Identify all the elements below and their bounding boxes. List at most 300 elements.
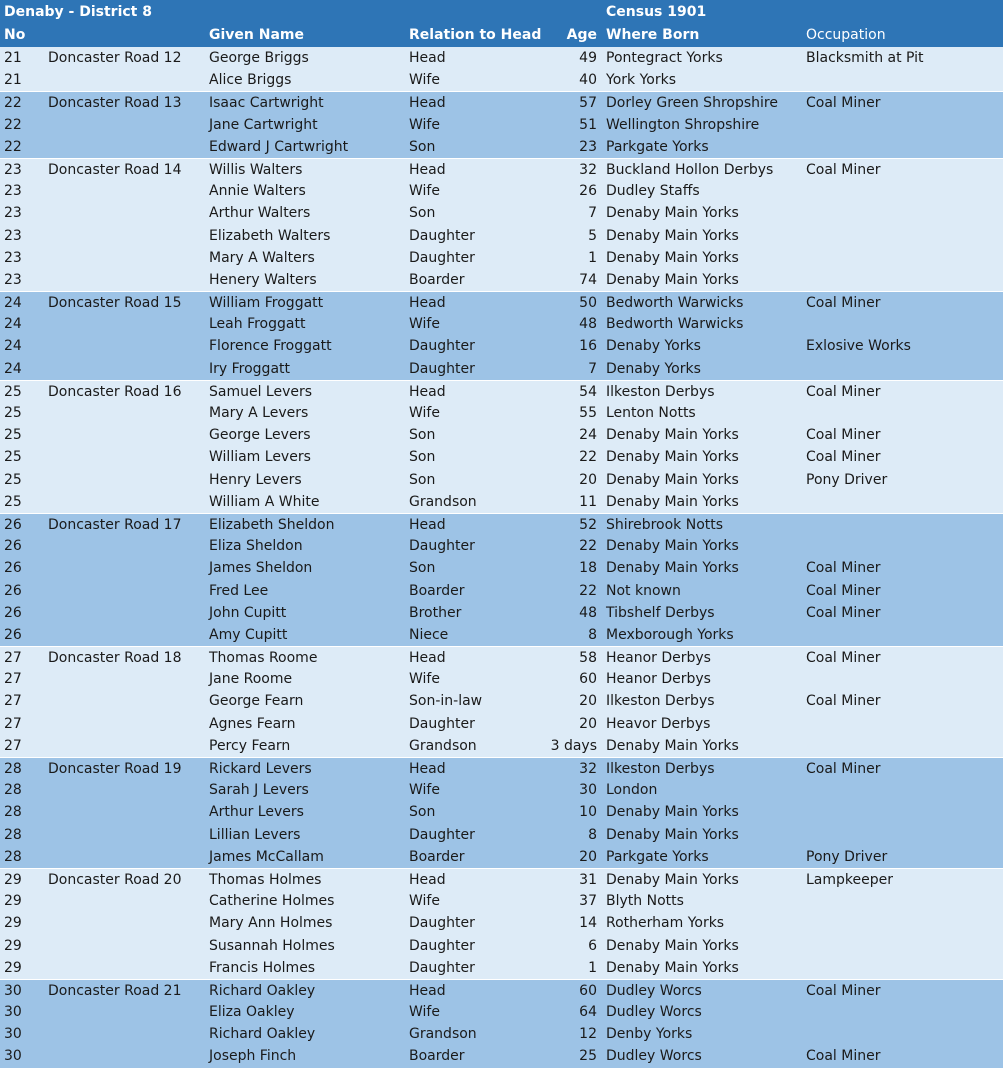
table-row <box>0 757 1003 779</box>
cell-no: 23 <box>4 161 22 178</box>
table-row <box>0 291 1003 313</box>
table-row <box>0 269 1003 291</box>
cell-no: 25 <box>4 405 22 421</box>
cell-age: 6 <box>588 937 597 954</box>
table-row <box>0 890 1003 912</box>
cell-occupation: Exlosive Works <box>806 338 911 355</box>
cell-no: 29 <box>4 959 22 976</box>
table-row <box>0 136 1003 158</box>
column-header-row <box>0 24 1003 47</box>
cell-no: 27 <box>4 650 22 667</box>
cell-age: 26 <box>579 183 597 200</box>
table-row <box>0 114 1003 136</box>
cell-no: 25 <box>4 427 22 444</box>
cell-occupation: Pony Driver <box>806 471 888 488</box>
cell-age: 7 <box>588 205 597 222</box>
table-row <box>0 402 1003 424</box>
cell-age: 1 <box>588 249 597 266</box>
cell-given-name: Agnes Fearn <box>209 715 296 732</box>
cell-no: 29 <box>4 937 22 954</box>
cell-no: 30 <box>4 982 22 999</box>
cell-where-born: Dudley Staffs <box>606 183 700 200</box>
cell-where-born: Wellington Shropshire <box>606 116 760 133</box>
cell-relation: Head <box>409 982 446 999</box>
cell-given-name: John Cupitt <box>209 604 287 621</box>
cell-where-born: Lenton Notts <box>606 405 696 421</box>
cell-given-name: Edward J Cartwright <box>209 138 349 155</box>
cell-given-name: Leah Froggatt <box>209 316 306 333</box>
cell-age: 20 <box>579 693 597 710</box>
cell-age: 7 <box>588 360 597 377</box>
cell-age: 31 <box>579 871 597 888</box>
cell-occupation: Pony Driver <box>806 848 888 865</box>
table-row <box>0 535 1003 557</box>
table-row <box>0 957 1003 979</box>
cell-no: 29 <box>4 893 22 910</box>
cell-where-born: Denaby Main Yorks <box>606 804 739 821</box>
cell-address: Doncaster Road 17 <box>48 516 182 533</box>
cell-occupation: Coal Miner <box>806 560 881 577</box>
cell-given-name: James McCallam <box>209 848 324 865</box>
cell-no: 25 <box>4 471 22 488</box>
table-row <box>0 846 1003 868</box>
cell-age: 24 <box>579 427 597 444</box>
cell-where-born: Denaby Main Yorks <box>606 427 739 444</box>
cell-relation: Son <box>409 804 436 821</box>
cell-no: 26 <box>4 582 22 599</box>
cell-relation: Head <box>409 761 446 777</box>
cell-no: 22 <box>4 116 22 133</box>
table-row <box>0 935 1003 957</box>
cell-given-name: Arthur Levers <box>209 804 304 821</box>
cell-where-born: Dudley Worcs <box>606 1004 702 1021</box>
table-row <box>0 380 1003 402</box>
table-row <box>0 668 1003 690</box>
cell-where-born: Buckland Hollon Derbys <box>606 161 774 178</box>
cell-relation: Head <box>409 871 446 888</box>
cell-given-name: Catherine Holmes <box>209 893 335 910</box>
cell-no: 28 <box>4 782 22 799</box>
cell-given-name: Francis Holmes <box>209 959 316 976</box>
cell-relation: Daughter <box>409 249 475 266</box>
cell-relation: Daughter <box>409 826 475 843</box>
cell-age: 23 <box>579 138 597 155</box>
cell-where-born: Denaby Main Yorks <box>606 471 739 488</box>
header-no: No <box>4 27 26 43</box>
table-row <box>0 557 1003 579</box>
cell-where-born: Denaby Main Yorks <box>606 538 739 555</box>
cell-given-name: Iry Froggatt <box>209 360 290 377</box>
cell-age: 14 <box>579 915 597 932</box>
cell-age: 20 <box>579 715 597 732</box>
cell-no: 28 <box>4 826 22 843</box>
cell-relation: Head <box>409 383 446 400</box>
cell-where-born: Bedworth Warwicks <box>606 295 744 312</box>
table-row <box>0 713 1003 735</box>
cell-relation: Son <box>409 427 436 444</box>
table-row <box>0 158 1003 180</box>
cell-age: 8 <box>588 626 597 643</box>
cell-age: 57 <box>579 95 597 112</box>
cell-no: 28 <box>4 761 22 777</box>
cell-relation: Son <box>409 471 436 488</box>
cell-age: 1 <box>588 959 597 976</box>
cell-age: 64 <box>579 1004 597 1021</box>
cell-age: 11 <box>579 493 597 510</box>
cell-age: 55 <box>579 405 597 421</box>
cell-given-name: Elizabeth Walters <box>209 227 331 244</box>
cell-no: 21 <box>4 50 22 66</box>
cell-relation: Wife <box>409 1004 440 1021</box>
cell-no: 26 <box>4 516 22 533</box>
cell-relation: Grandson <box>409 493 477 510</box>
cell-relation: Wife <box>409 671 440 688</box>
cell-relation: Son-in-law <box>409 693 483 710</box>
table-row <box>0 602 1003 624</box>
cell-age: 25 <box>579 1048 597 1065</box>
cell-given-name: George Briggs <box>209 50 309 66</box>
cell-age: 32 <box>579 161 597 178</box>
cell-relation: Boarder <box>409 271 465 288</box>
cell-address: Doncaster Road 13 <box>48 95 182 112</box>
cell-address: Doncaster Road 15 <box>48 295 182 312</box>
cell-given-name: Fred Lee <box>209 582 269 599</box>
cell-given-name: Willis Walters <box>209 161 303 178</box>
cell-age: 3 days <box>550 737 597 754</box>
cell-no: 26 <box>4 538 22 555</box>
cell-where-born: Not known <box>606 582 681 599</box>
cell-given-name: Rickard Levers <box>209 761 312 777</box>
cell-no: 21 <box>4 72 22 89</box>
table-row <box>0 424 1003 446</box>
cell-occupation: Coal Miner <box>806 161 881 178</box>
cell-occupation: Coal Miner <box>806 449 881 466</box>
cell-relation: Boarder <box>409 1048 465 1065</box>
cell-where-born: Denaby Main Yorks <box>606 493 739 510</box>
cell-given-name: Mary Ann Holmes <box>209 915 333 932</box>
table-row <box>0 313 1003 335</box>
cell-where-born: Denaby Main Yorks <box>606 249 739 266</box>
header-occupation: Occupation <box>806 27 886 43</box>
table-row <box>0 69 1003 91</box>
cell-relation: Head <box>409 161 446 178</box>
table-row <box>0 624 1003 646</box>
cell-no: 25 <box>4 449 22 466</box>
table-row <box>0 491 1003 513</box>
cell-no: 24 <box>4 295 22 312</box>
cell-relation: Daughter <box>409 338 475 355</box>
cell-given-name: James Sheldon <box>209 560 313 577</box>
cell-given-name: Thomas Roome <box>209 650 318 667</box>
cell-address: Doncaster Road 14 <box>48 161 182 178</box>
cell-given-name: George Fearn <box>209 693 304 710</box>
cell-given-name: Joseph Finch <box>209 1048 297 1065</box>
cell-age: 74 <box>579 271 597 288</box>
cell-no: 22 <box>4 138 22 155</box>
cell-where-born: Denaby Main Yorks <box>606 871 739 888</box>
cell-age: 32 <box>579 761 597 777</box>
cell-address: Doncaster Road 21 <box>48 982 182 999</box>
cell-occupation: Coal Miner <box>806 650 881 667</box>
cell-relation: Grandson <box>409 737 477 754</box>
cell-where-born: Dorley Green Shropshire <box>606 95 778 112</box>
header-given-name: Given Name <box>209 27 304 43</box>
cell-no: 27 <box>4 715 22 732</box>
cell-age: 60 <box>579 671 597 688</box>
cell-where-born: Denaby Main Yorks <box>606 227 739 244</box>
header-relation: Relation to Head <box>409 27 542 43</box>
cell-where-born: Denaby Main Yorks <box>606 271 739 288</box>
cell-relation: Head <box>409 50 446 66</box>
cell-age: 5 <box>588 227 597 244</box>
cell-relation: Wife <box>409 72 440 89</box>
cell-where-born: Dudley Worcs <box>606 1048 702 1065</box>
cell-relation: Wife <box>409 893 440 910</box>
cell-relation: Daughter <box>409 538 475 555</box>
cell-occupation: Lampkeeper <box>806 871 893 888</box>
cell-given-name: Alice Briggs <box>209 72 292 89</box>
cell-given-name: Lillian Levers <box>209 826 301 843</box>
table-row <box>0 1045 1003 1067</box>
cell-given-name: Eliza Oakley <box>209 1004 295 1021</box>
cell-age: 22 <box>579 449 597 466</box>
cell-no: 23 <box>4 183 22 200</box>
cell-occupation: Coal Miner <box>806 1048 881 1065</box>
cell-address: Doncaster Road 16 <box>48 383 182 400</box>
cell-relation: Son <box>409 560 436 577</box>
cell-given-name: Jane Cartwright <box>209 116 318 133</box>
census-rows <box>0 47 1003 1068</box>
cell-where-born: Rotherham Yorks <box>606 915 725 932</box>
cell-no: 26 <box>4 604 22 621</box>
cell-where-born: Denaby Main Yorks <box>606 959 739 976</box>
cell-no: 23 <box>4 271 22 288</box>
cell-relation: Daughter <box>409 360 475 377</box>
table-row <box>0 469 1003 491</box>
cell-no: 30 <box>4 1004 22 1021</box>
cell-relation: Daughter <box>409 715 475 732</box>
table-row <box>0 868 1003 890</box>
cell-occupation: Coal Miner <box>806 761 881 777</box>
cell-no: 27 <box>4 671 22 688</box>
cell-age: 51 <box>579 116 597 133</box>
cell-relation: Daughter <box>409 937 475 954</box>
table-row <box>0 824 1003 846</box>
cell-where-born: Denby Yorks <box>606 1026 693 1043</box>
cell-relation: Son <box>409 205 436 222</box>
cell-no: 23 <box>4 227 22 244</box>
cell-age: 50 <box>579 295 597 312</box>
cell-age: 52 <box>579 516 597 533</box>
cell-where-born: Tibshelf Derbys <box>606 604 715 621</box>
table-row <box>0 690 1003 712</box>
cell-given-name: Mary A Levers <box>209 405 309 421</box>
cell-where-born: York Yorks <box>606 72 676 89</box>
cell-no: 30 <box>4 1048 22 1065</box>
cell-where-born: Heanor Derbys <box>606 650 711 667</box>
cell-no: 29 <box>4 871 22 888</box>
cell-given-name: Mary A Walters <box>209 249 315 266</box>
cell-age: 12 <box>579 1026 597 1043</box>
cell-age: 20 <box>579 848 597 865</box>
cell-age: 22 <box>579 538 597 555</box>
cell-given-name: Henry Levers <box>209 471 302 488</box>
cell-no: 26 <box>4 626 22 643</box>
cell-where-born: Denaby Yorks <box>606 360 701 377</box>
cell-no: 22 <box>4 95 22 112</box>
cell-age: 20 <box>579 471 597 488</box>
cell-occupation: Coal Miner <box>806 693 881 710</box>
cell-where-born: Denaby Main Yorks <box>606 937 739 954</box>
title-row <box>0 0 1003 24</box>
cell-given-name: George Levers <box>209 427 311 444</box>
cell-no: 25 <box>4 493 22 510</box>
cell-given-name: Elizabeth Sheldon <box>209 516 335 533</box>
cell-age: 10 <box>579 804 597 821</box>
cell-relation: Head <box>409 95 446 112</box>
cell-occupation: Coal Miner <box>806 604 881 621</box>
cell-where-born: Ilkeston Derbys <box>606 693 715 710</box>
table-row <box>0 779 1003 801</box>
cell-address: Doncaster Road 19 <box>48 761 182 777</box>
cell-occupation: Blacksmith at Pit <box>806 50 924 66</box>
cell-relation: Son <box>409 449 436 466</box>
cell-age: 40 <box>579 72 597 89</box>
cell-occupation: Coal Miner <box>806 427 881 444</box>
cell-where-born: Heavor Derbys <box>606 715 711 732</box>
cell-age: 37 <box>579 893 597 910</box>
cell-occupation: Coal Miner <box>806 95 881 112</box>
cell-given-name: Jane Roome <box>209 671 293 688</box>
cell-relation: Boarder <box>409 848 465 865</box>
cell-relation: Head <box>409 295 446 312</box>
cell-address: Doncaster Road 20 <box>48 871 182 888</box>
cell-age: 54 <box>579 383 597 400</box>
cell-no: 28 <box>4 848 22 865</box>
cell-where-born: Shirebrook Notts <box>606 516 724 533</box>
cell-relation: Grandson <box>409 1026 477 1043</box>
cell-address: Doncaster Road 12 <box>48 50 182 66</box>
cell-where-born: Parkgate Yorks <box>606 138 709 155</box>
cell-given-name: Richard Oakley <box>209 1026 316 1043</box>
census-title: Census 1901 <box>606 4 707 20</box>
cell-relation: Wife <box>409 405 440 421</box>
cell-given-name: Susannah Holmes <box>209 937 335 954</box>
cell-age: 49 <box>579 50 597 66</box>
cell-given-name: Arthur Walters <box>209 205 311 222</box>
cell-no: 25 <box>4 383 22 400</box>
cell-where-born: Denaby Main Yorks <box>606 826 739 843</box>
table-row <box>0 202 1003 224</box>
cell-age: 48 <box>579 316 597 333</box>
header-age: Age <box>566 27 597 43</box>
table-row <box>0 580 1003 602</box>
cell-relation: Head <box>409 516 446 533</box>
cell-occupation: Coal Miner <box>806 295 881 312</box>
cell-no: 23 <box>4 249 22 266</box>
cell-given-name: Florence Froggatt <box>209 338 332 355</box>
table-row <box>0 446 1003 468</box>
cell-no: 29 <box>4 915 22 932</box>
cell-relation: Wife <box>409 316 440 333</box>
cell-no: 24 <box>4 316 22 333</box>
cell-given-name: Amy Cupitt <box>209 626 288 643</box>
cell-occupation: Coal Miner <box>806 383 881 400</box>
cell-age: 8 <box>588 826 597 843</box>
cell-where-born: Parkgate Yorks <box>606 848 709 865</box>
cell-given-name: Eliza Sheldon <box>209 538 303 555</box>
table-row <box>0 180 1003 202</box>
cell-where-born: Ilkeston Derbys <box>606 383 715 400</box>
table-row <box>0 735 1003 757</box>
cell-where-born: Pontegract Yorks <box>606 50 723 66</box>
cell-no: 30 <box>4 1026 22 1043</box>
table-row <box>0 91 1003 113</box>
cell-no: 27 <box>4 737 22 754</box>
cell-age: 58 <box>579 650 597 667</box>
cell-where-born: Denaby Main Yorks <box>606 205 739 222</box>
table-row <box>0 358 1003 380</box>
cell-age: 30 <box>579 782 597 799</box>
cell-where-born: Denaby Main Yorks <box>606 737 739 754</box>
cell-given-name: Henery Walters <box>209 271 317 288</box>
cell-given-name: William Froggatt <box>209 295 324 312</box>
cell-relation: Boarder <box>409 582 465 599</box>
cell-occupation: Coal Miner <box>806 982 881 999</box>
cell-relation: Son <box>409 138 436 155</box>
cell-relation: Brother <box>409 604 462 621</box>
cell-no: 28 <box>4 804 22 821</box>
cell-where-born: London <box>606 782 658 799</box>
table-row <box>0 801 1003 823</box>
cell-no: 24 <box>4 360 22 377</box>
cell-relation: Wife <box>409 183 440 200</box>
cell-no: 24 <box>4 338 22 355</box>
cell-relation: Head <box>409 650 446 667</box>
cell-where-born: Ilkeston Derbys <box>606 761 715 777</box>
table-row <box>0 47 1003 69</box>
table-row <box>0 979 1003 1001</box>
cell-where-born: Dudley Worcs <box>606 982 702 999</box>
cell-relation: Daughter <box>409 227 475 244</box>
cell-given-name: William Levers <box>209 449 311 466</box>
header-where-born: Where Born <box>606 27 700 43</box>
cell-where-born: Denaby Main Yorks <box>606 560 739 577</box>
cell-age: 16 <box>579 338 597 355</box>
table-row <box>0 1023 1003 1045</box>
cell-where-born: Blyth Notts <box>606 893 684 910</box>
cell-occupation: Coal Miner <box>806 582 881 599</box>
cell-where-born: Bedworth Warwicks <box>606 316 744 333</box>
cell-no: 26 <box>4 560 22 577</box>
cell-address: Doncaster Road 18 <box>48 650 182 667</box>
cell-relation: Niece <box>409 626 449 643</box>
table-row <box>0 646 1003 668</box>
cell-age: 48 <box>579 604 597 621</box>
cell-given-name: Richard Oakley <box>209 982 316 999</box>
cell-where-born: Denaby Yorks <box>606 338 701 355</box>
cell-given-name: William A White <box>209 493 320 510</box>
cell-given-name: Thomas Holmes <box>209 871 322 888</box>
table-row <box>0 335 1003 357</box>
cell-given-name: Isaac Cartwright <box>209 95 324 112</box>
cell-relation: Daughter <box>409 959 475 976</box>
cell-where-born: Mexborough Yorks <box>606 626 734 643</box>
table-row <box>0 912 1003 934</box>
cell-where-born: Denaby Main Yorks <box>606 449 739 466</box>
table-row <box>0 513 1003 535</box>
cell-where-born: Heanor Derbys <box>606 671 711 688</box>
